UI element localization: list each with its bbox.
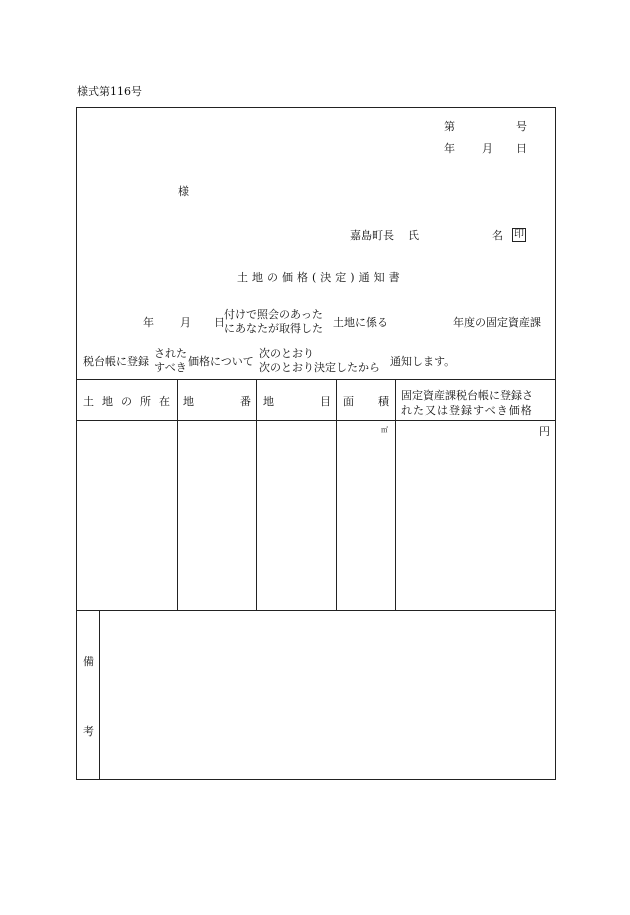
body-day: 日 (214, 316, 225, 329)
date-day-label: 日 (516, 142, 527, 155)
option-b-line2: すべき (154, 361, 187, 374)
body-option-c (259, 347, 380, 375)
issuer-na: 名 (492, 229, 503, 242)
number-label-dai: 第 (444, 120, 455, 133)
option-c-line2: 次のとおり決定したから (259, 361, 380, 374)
document-title: 土地の価格(決定)通知書 (237, 271, 404, 284)
col-divider-3 (336, 379, 337, 610)
header-area: 面 積 (343, 395, 389, 408)
seal-stamp: 印 (514, 229, 524, 240)
col-divider-2 (256, 379, 257, 610)
body-notify: 通知します。 (390, 355, 456, 368)
area-unit: ㎡ (381, 426, 388, 434)
body-fiscal-year: 年度の固定資産課 (453, 316, 541, 329)
body-month: 月 (180, 316, 191, 329)
body-option-b (154, 347, 187, 375)
date-month-label: 月 (482, 142, 493, 155)
body-land-related: 土地に係る (333, 316, 388, 329)
option-b-line1: された (154, 347, 187, 360)
body-year: 年 (143, 316, 154, 329)
addressee-sama: 様 (178, 185, 189, 198)
col-divider-1 (177, 379, 178, 610)
issuer-name: 嘉島町長 (350, 229, 394, 242)
col-divider-4 (395, 379, 396, 610)
header-land-category: 地 目 (263, 395, 331, 408)
number-label-go: 号 (516, 120, 527, 133)
option-a-line2: にあなたが取得した (224, 322, 323, 335)
header-location: 土地の所在 (83, 395, 178, 408)
remarks-col-divider (99, 610, 100, 780)
header-divider (76, 379, 556, 380)
price-unit: 円 (539, 425, 550, 438)
issuer-shi: 氏 (408, 229, 419, 242)
option-c-line1: 次のとおり (259, 347, 314, 360)
header-price-line1: 固定資産課税台帳に登録さ (401, 389, 533, 402)
form-number: 様式第116号 (77, 85, 142, 98)
body-price-about: 価格について (188, 355, 254, 368)
header-price (401, 388, 533, 418)
remarks-divider (76, 610, 556, 611)
remarks-char-1: 備 (83, 655, 94, 668)
table-header-divider (76, 420, 556, 421)
form-frame (76, 107, 556, 780)
header-price-line2: れた又は登録すべき価格 (401, 404, 533, 417)
date-year-label: 年 (444, 142, 455, 155)
remarks-char-2: 考 (83, 725, 94, 738)
body-line2-start: 税台帳に登録 (83, 355, 149, 368)
option-a-line1: 付けで照会のあった (224, 308, 323, 321)
header-lot-number: 地 番 (183, 395, 251, 408)
body-option-a (224, 308, 323, 336)
